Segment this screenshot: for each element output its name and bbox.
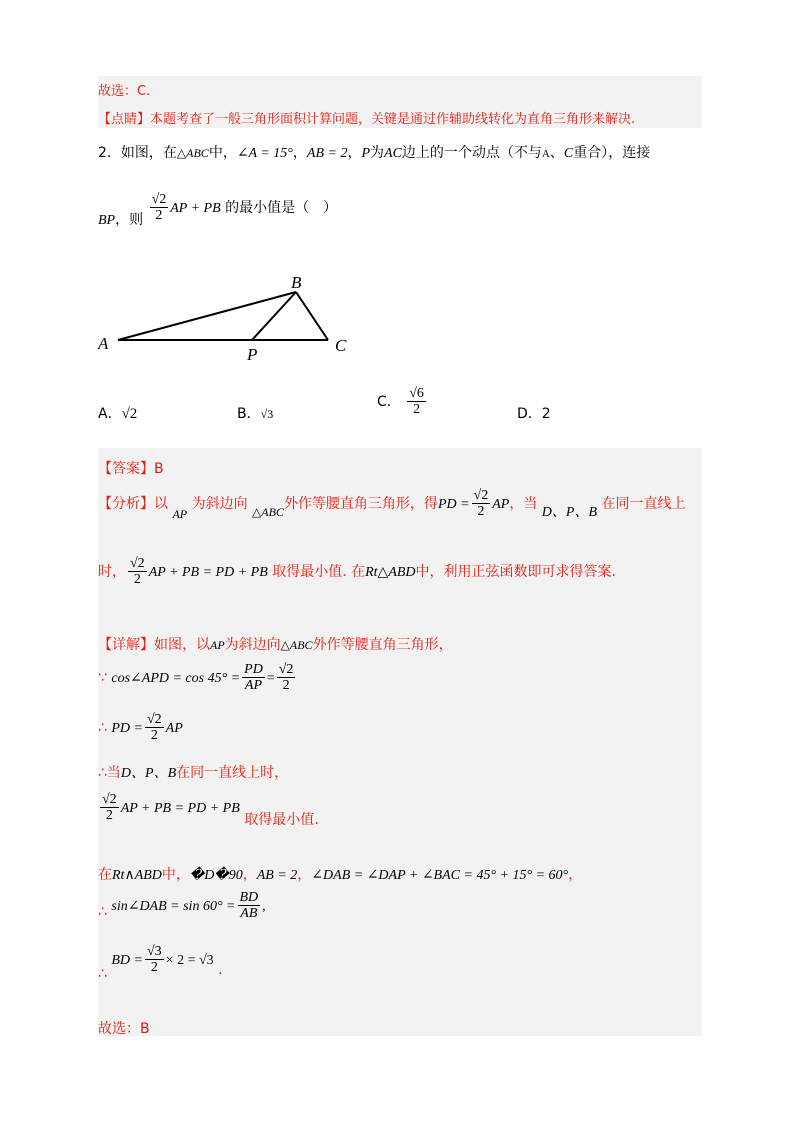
detail-cos-line: ∵ cos∠APD = cos 45° = $\frac{PD}{AP}$ = $\frac{√2}{2}$ (98, 662, 294, 694)
analysis-line-2: 时， $\frac{√2}{2}$ AP + PB = PD + PB 取得最小值. 在Rt△ABD中，利用正弦函数即可求得答案. (98, 556, 616, 588)
detail-pd-line: ∴ PD = $\frac{√2}{2}$ AP (98, 712, 183, 744)
detail-min-line: $\frac{√2}{2}$ AP + PB = PD + PB 取得最小值. (102, 792, 319, 828)
label-b: B (291, 273, 302, 292)
triangle-figure (96, 266, 366, 366)
final-answer: 故选：B (98, 1021, 150, 1037)
prev-comment (98, 108, 635, 127)
option-b[interactable]: B．√3 (237, 406, 274, 422)
answer-value: B (154, 461, 164, 477)
prev-answer-line: 故选：C. (98, 84, 151, 99)
question-line-1: 2．如图，在△ABC中，∠A = 15°，AB = 2，P为AC边上的一个动点（不与A、C重合），连接 (98, 145, 651, 161)
detail-sin-line: ∴ sin∠DAB = sin 60° = $\frac{BD}{AB}$ , (98, 890, 266, 922)
detail-bd-line: ∴ BD = $\frac{√3}{2}$ × 2 = √3 . (98, 944, 223, 982)
answer-tag: 【答案】 (98, 461, 154, 477)
comment-text: 本题考查了一般三角形面积计算问题，关键是通过作辅助线转化为直角三角形来解决. (150, 112, 636, 127)
option-d[interactable]: D．2 (517, 406, 551, 422)
label-p: P (247, 345, 258, 364)
question-line-2: BP，则 $\frac{√2}{2}$ AP + PB 的最小值是（ ） (98, 192, 338, 228)
detail-when-line: ∴当D、P、B在同一直线上时， (98, 765, 289, 781)
detail-line-1: 【详解】如图，以AP为斜边向△ABC外作等腰直角三角形， (98, 637, 453, 653)
option-a[interactable]: A．√2 (98, 406, 138, 422)
detail-rt-line: 在Rt∧ABD中，�D�90，AB = 2，∠DAB = ∠DAP + ∠BAC = 45° + 15° = 60°， (98, 867, 583, 883)
answer-line (98, 458, 164, 478)
label-a: A (98, 334, 109, 353)
label-c: C (335, 336, 347, 355)
analysis-line-1: 【分析】以 AP 为斜边向 △ABC外作等腰直角三角形，得PD = $\frac{√2}{2}$ AP，当 D、P、B 在同一直线上 (98, 488, 686, 521)
question-expr-frac: $\frac{√2}{2}$ (151, 192, 167, 224)
option-c[interactable]: C． $\frac{√6}{2}$ (377, 386, 424, 418)
comment-tag: 【点睛】 (98, 112, 151, 127)
